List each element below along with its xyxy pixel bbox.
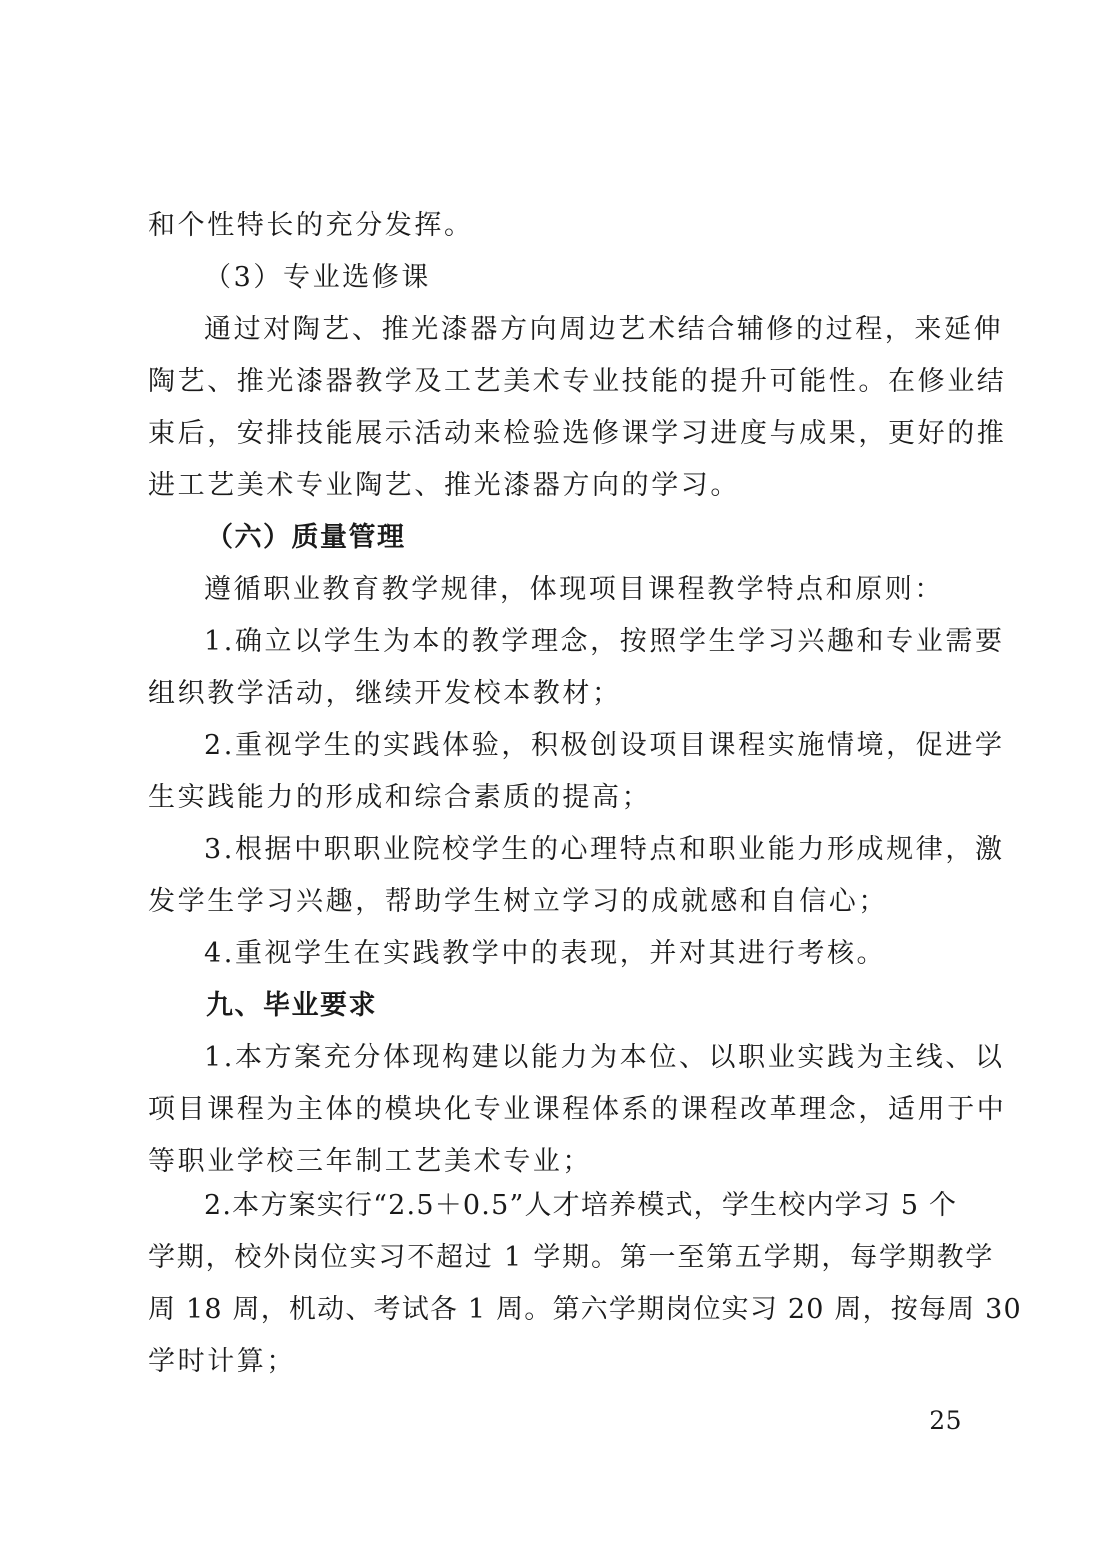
list-item-line: 等职业学校三年制工艺美术专业； bbox=[148, 1146, 592, 1177]
list-item-line: 项目课程为主体的模块化专业课程体系的课程改革理念，适用于中 bbox=[148, 1094, 1007, 1125]
paragraph-line: 遵循职业教育教学规律，体现项目课程教学特点和原则： bbox=[204, 574, 944, 605]
list-item-line: 发学生学习兴趣，帮助学生树立学习的成就感和自信心； bbox=[148, 886, 888, 917]
list-item-line: 学期，校外岗位实习不超过 1 学期。第一至第五学期，每学期教学 bbox=[148, 1242, 995, 1273]
subsection-title: （3）专业选修课 bbox=[204, 262, 431, 293]
list-item-line: 2.重视学生的实践体验，积极创设项目课程实施情境，促进学 bbox=[204, 730, 1005, 761]
paragraph-line: 陶艺、推光漆器教学及工艺美术专业技能的提升可能性。在修业结 bbox=[148, 366, 1007, 397]
list-item-line: 组织教学活动，继续开发校本教材； bbox=[148, 678, 622, 709]
paragraph-line: 和个性特长的充分发挥。 bbox=[148, 210, 474, 241]
list-item-line: 周 18 周，机动、考试各 1 周。第六学期岗位实习 20 周，按每周 30 bbox=[148, 1294, 1022, 1325]
list-item-line: 3.根据中职职业院校学生的心理特点和职业能力形成规律，激 bbox=[204, 834, 1005, 865]
section-heading-graduation: 九、毕业要求 bbox=[206, 990, 377, 1021]
list-item-line: 1.确立以学生为本的教学理念，按照学生学习兴趣和专业需要 bbox=[204, 626, 1005, 657]
list-item-line: 2.本方案实行“2.5＋0.5”人才培养模式，学生校内学习 5 个 bbox=[204, 1190, 958, 1221]
page-number: 25 bbox=[929, 1406, 962, 1435]
list-item-line: 生实践能力的形成和综合素质的提高； bbox=[148, 782, 652, 813]
list-item-line: 4.重视学生在实践教学中的表现，并对其进行考核。 bbox=[204, 938, 887, 969]
paragraph-line: 进工艺美术专业陶艺、推光漆器方向的学习。 bbox=[148, 470, 740, 501]
list-item-line: 1.本方案充分体现构建以能力为本位、以职业实践为主线、以 bbox=[204, 1042, 1005, 1073]
section-heading-quality: （六）质量管理 bbox=[206, 522, 406, 553]
list-item-line: 学时计算； bbox=[148, 1346, 296, 1377]
paragraph-line: 通过对陶艺、推光漆器方向周边艺术结合辅修的过程，来延伸 bbox=[204, 314, 1004, 345]
paragraph-line: 束后，安排技能展示活动来检验选修课学习进度与成果，更好的推 bbox=[148, 418, 1007, 449]
